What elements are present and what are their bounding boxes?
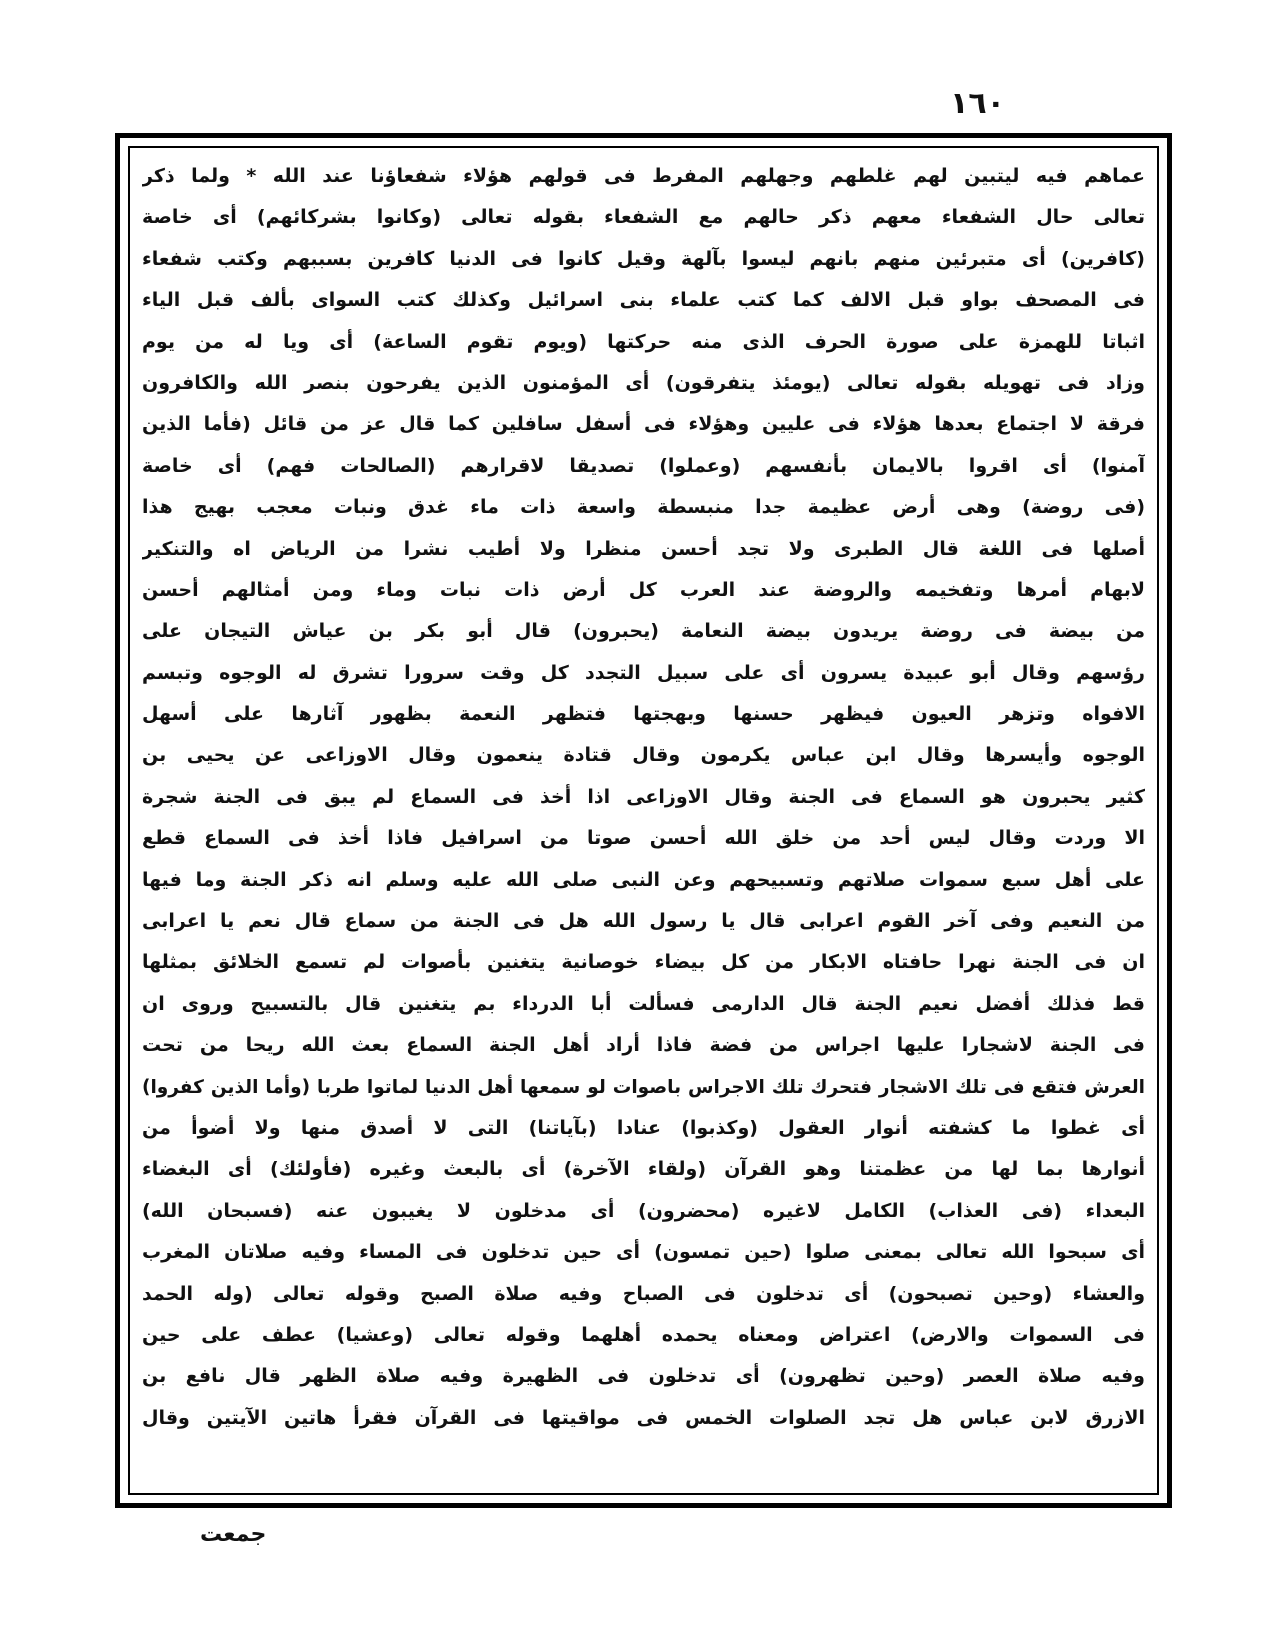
text-line: على أهل سبع سموات صلاتهم وتسبيحهم وعن النبى صلى الله عليه وسلم انه ذكر الجنة وما فيها	[142, 868, 1145, 891]
text-line: الوجوه وأيسرها وقال ابن عباس يكرمون وقال قتادة ينعمون وقال الاوزاعى عن يحيى بن	[142, 744, 1145, 767]
text-line: أى سبحوا الله تعالى بمعنى صلوا (حين تمسون) أى حين تدخلون فى المساء وفيه صلاتان المغرب	[142, 1241, 1145, 1264]
text-line: الا وردت وقال ليس أحد من خلق الله أحسن صوتا من اسرافيل فاذا أخذ فى السماع قطع	[142, 827, 1145, 850]
text-line: وزاد فى تهويله بقوله تعالى (يومئذ يتفرقون) أى المؤمنون الذين يفرحون بنصر الله والكافرون	[142, 371, 1145, 394]
text-line: آمنوا) أى اقروا بالايمان بأنفسهم (وعملوا) تصديقا لاقرارهم (الصالحات فهم) أى خاصة	[142, 454, 1145, 477]
text-line: تعالى حال الشفعاء معهم ذكر حالهم مع الشفعاء بقوله تعالى (وكانوا بشركائهم) أى خاصة	[142, 206, 1145, 229]
text-block	[128, 146, 1159, 1495]
text-line: (فى روضة) وهى أرض عظيمة جدا منبسطة واسعة ذات ماء غدق ونبات معجب بهيج هذا	[142, 496, 1145, 519]
text-line: من النعيم وفى آخر القوم اعرابى قال يا رسول الله هل فى الجنة من سماع قال نعم يا اعرابى	[142, 910, 1145, 933]
text-line: فى الجنة لاشجارا عليها اجراس من فضة فاذا أراد أهل الجنة السماع بعث الله ريحا من تحت	[142, 1034, 1145, 1057]
text-line: عماهم فيه ليتبين لهم غلطهم وجهلهم المفرط فى قولهم هؤلاء شفعاؤنا عند الله * ولما ذكر	[142, 165, 1145, 187]
text-line: وفيه صلاة العصر (وحين تظهرون) أى تدخلون فى الظهيرة وفيه صلاة الظهر قال نافع بن	[142, 1365, 1145, 1388]
text-line: فى السموات والارض) اعتراض ومعناه يحمده أهلهما وقوله تعالى (وعشيا) عطف على حين	[142, 1323, 1145, 1346]
text-line: أنوارها بما لها من عظمتنا وهو القرآن (ولقاء الآخرة) أى بالبعث وغيره (فأولئك) أى البغضاء	[142, 1158, 1145, 1181]
text-line: كثير يحبرون هو السماع فى الجنة وقال الاوزاعى اذا أخذ فى السماع لم يبق فى الجنة شجرة	[142, 785, 1145, 808]
text-line: لابهام أمرها وتفخيمه والروضة عند العرب كل أرض ذات نبات وماء ومن أمثالهم أحسن	[142, 578, 1145, 601]
text-line: أصلها فى اللغة قال الطبرى ولا تجد أحسن منظرا ولا أطيب نشرا من الرياض اه والتنكير	[142, 537, 1145, 560]
text-line: الازرق لابن عباس هل تجد الصلوات الخمس فى مواقيتها فى القرآن فقرأ هاتين الآيتين وقال	[142, 1406, 1145, 1429]
text-line: فرقة لا اجتماع بعدها هؤلاء فى عليين وهؤلاء فى أسفل سافلين كما قال عز من قائل (فأما الذين	[142, 413, 1145, 436]
text-line: أى غطوا ما كشفته أنوار العقول (وكذبوا) عنادا (بآياتنا) التى لا أصدق منها ولا أضوأ من	[142, 1116, 1145, 1139]
text-line: قط فذلك أفضل نعيم الجنة قال الدارمى فسألت أبا الدرداء بم يتغنين قال بالتسبيح وروى ان	[142, 992, 1145, 1015]
text-line: البعداء (فى العذاب) الكامل لاغيره (محضرون) أى مدخلون لا يغيبون عنه (فسبحان الله)	[142, 1199, 1145, 1222]
page-number: ١٦٠	[950, 86, 1005, 121]
text-line: (كافرين) أى متبرئين منهم بانهم ليسوا بآلهة وقيل كانوا فى الدنيا كافرين بسببهم وكتب شفعاء	[142, 247, 1145, 270]
text-line: الافواه وتزهر العيون فيظهر حسنها وبهجتها فتظهر النعمة بظهور آثارها على أسهل	[142, 703, 1145, 726]
catchword: جمعت	[200, 1522, 267, 1547]
text-line: اثباتا للهمزة على صورة الحرف الذى منه حركتها (ويوم تقوم الساعة) أى ويا له من يوم	[142, 330, 1145, 353]
text-line: فى المصحف بواو قبل الالف كما كتب علماء بنى اسرائيل وكذلك كتب السواى بألف قبل الياء	[142, 289, 1145, 312]
text-line: العرش فتقع فى تلك الاشجار فتحرك تلك الاجراس باصوات لو سمعها أهل الدنيا لماتوا طربا (وأما الذين كفروا)	[142, 1076, 1145, 1098]
text-line: ان فى الجنة نهرا حافتاه الابكار من كل بيضاء خوصانية يتغنين بأصوات لم تسمع الخلائق بمثلها	[142, 951, 1145, 974]
text-line: والعشاء (وحين تصبحون) أى تدخلون فى الصباح وفيه صلاة الصبح وقوله تعالى (وله الحمد	[142, 1282, 1145, 1305]
text-line: رؤسهم وقال أبو عبيدة يسرون أى على سبيل التجدد كل وقت سرورا تشرق له الوجوه وتبسم	[142, 661, 1145, 684]
text-line: من بيضة فى روضة يريدون بيضة النعامة (يحبرون) قال أبو بكر بن عياش التيجان على	[142, 620, 1145, 643]
